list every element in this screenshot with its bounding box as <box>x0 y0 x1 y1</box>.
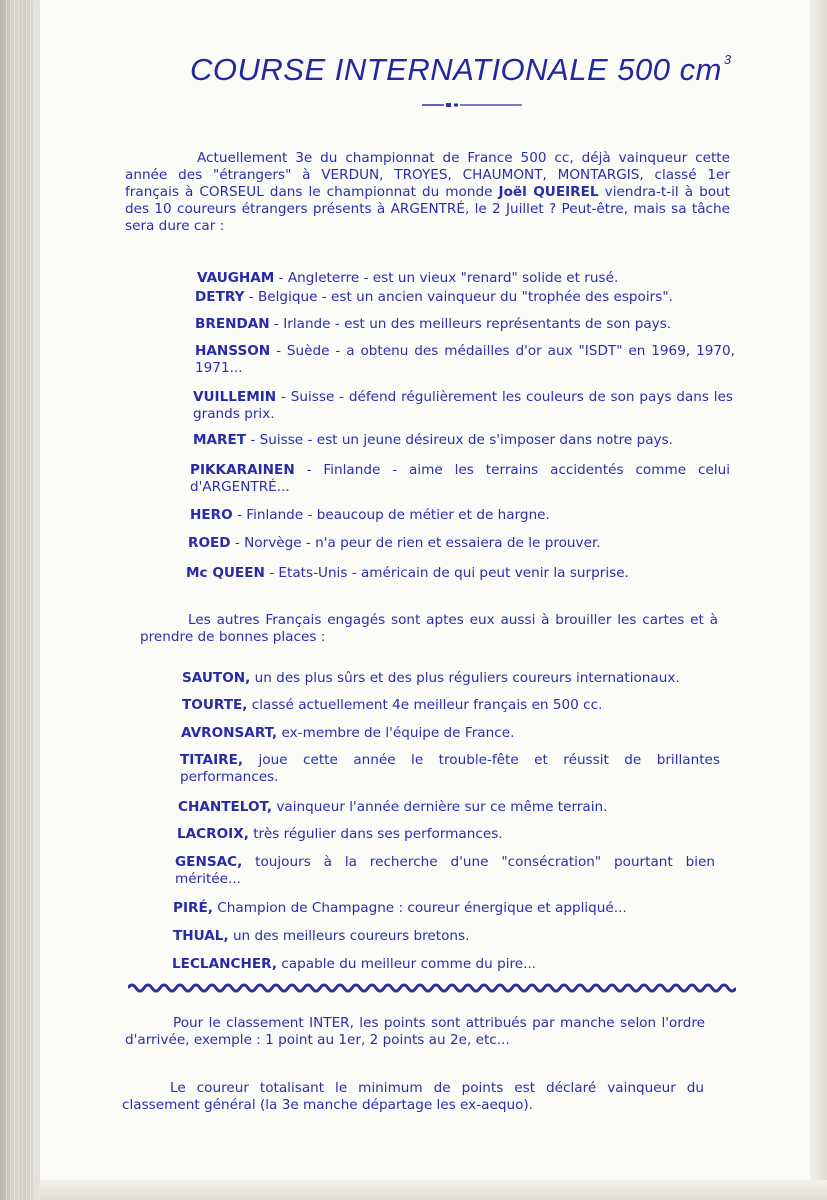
intro-text: Actuellement 3e du championnat de France 500 cc, déjà vainqueur cette année des "étrangers" à VERDUN, TROYES, CHAUMONT, MONTARGIS, classé 1er français à CORSEUL dans le championnat du monde <box>125 150 730 200</box>
title-main: COURSE INTERNATIONALE 500 cm <box>190 52 722 87</box>
rider-name: Mc QUEEN <box>186 565 265 581</box>
french-rider-6 <box>177 826 717 843</box>
scoring-paragraph: Pour le classement INTER, les points sont attribués par manche selon l'ordre d'arrivée, exemple : 1 point au 1er, 2 points au 2e, etc... <box>125 1015 705 1048</box>
french-rider-3 <box>181 725 721 742</box>
foreign-rider-5 <box>193 389 733 423</box>
french-rider-7 <box>175 854 715 888</box>
french-rider-5 <box>178 799 718 816</box>
winner-rule-paragraph: Le coureur totalisant le minimum de points est déclaré vainqueur du classement général (la 3e manche départage les ex-aequo). <box>122 1080 704 1113</box>
rider-description: classé actuellement 4e meilleur français en 500 cc. <box>247 697 603 713</box>
rider-name: DETRY <box>195 289 245 305</box>
rider-description: - Suisse - est un jeune désireux de s'imposer dans notre pays. <box>246 432 673 448</box>
rider-description: - Belgique - est un ancien vainqueur du "trophée des espoirs". <box>244 289 673 305</box>
french-rider-4 <box>180 752 720 786</box>
rider-name: MARET <box>193 432 247 448</box>
bottom-page-edge <box>40 1180 827 1200</box>
foreign-rider-10 <box>186 565 726 582</box>
rider-description: ex-membre de l'équipe de France. <box>277 725 515 741</box>
rider-description: joue cette année le trouble-fête et réussit de brillantes performances. <box>180 752 720 785</box>
page-title <box>190 52 770 88</box>
rider-name: TOURTE, <box>182 697 248 713</box>
french-rider-2 <box>182 697 722 714</box>
foreign-rider-1 <box>197 270 737 287</box>
book-page-stack <box>0 0 42 1200</box>
rider-name: GENSAC, <box>175 854 243 870</box>
foreign-rider-6 <box>193 432 733 449</box>
rider-description: - Angleterre - est un vieux "renard" solide et rusé. <box>274 270 619 286</box>
foreign-rider-7 <box>190 462 730 496</box>
rider-name: AVRONSART, <box>181 725 278 741</box>
foreign-rider-2 <box>195 289 735 306</box>
rider-description: vainqueur l'année dernière sur ce même terrain. <box>272 799 608 815</box>
rider-name: LECLANCHER, <box>172 956 278 972</box>
foreign-rider-3 <box>195 316 735 333</box>
rider-name: THUAL, <box>173 928 229 944</box>
rider-name: HANSSON <box>195 343 271 359</box>
foreign-rider-8 <box>190 507 730 524</box>
rider-name: VAUGHAM <box>197 270 275 286</box>
rider-description: - Suisse - défend régulièrement les couleurs de son pays dans les grands prix. <box>193 389 733 422</box>
title-superscript: 3 <box>723 52 732 67</box>
rider-name: PIKKARAINEN <box>190 462 295 478</box>
wave-divider-icon <box>128 982 736 994</box>
foreign-rider-4 <box>195 343 735 377</box>
french-rider-1 <box>182 670 722 687</box>
french-rider-8 <box>173 900 713 917</box>
rider-description: très régulier dans ses performances. <box>248 826 503 842</box>
rider-description: - Finlande - aime les terrains accidentés comme celui d'ARGENTRÉ... <box>190 462 730 495</box>
rider-name: TITAIRE, <box>180 752 244 768</box>
rider-name: LACROIX, <box>177 826 249 842</box>
intro-paragraph <box>125 150 730 235</box>
intro-rider-name: Joël QUEIREL <box>498 184 599 200</box>
rider-name: ROED <box>188 535 231 551</box>
french-intro-paragraph: Les autres Français engagés sont aptes eux aussi à brouiller les cartes et à prendre de bonnes places : <box>140 612 718 645</box>
rider-name: PIRÉ, <box>173 900 213 916</box>
rider-description: un des meilleurs coureurs bretons. <box>228 928 470 944</box>
rider-name: VUILLEMIN <box>193 389 277 405</box>
rider-description: un des plus sûrs et des plus réguliers coureurs internationaux. <box>250 670 680 686</box>
french-rider-9 <box>173 928 713 945</box>
rider-name: BRENDAN <box>195 316 270 332</box>
title-ornament-icon <box>422 100 522 110</box>
rider-description: - Irlande - est un des meilleurs représentants de son pays. <box>269 316 672 332</box>
page-content <box>40 0 810 1180</box>
rider-description: - Norvège - n'a peur de rien et essaiera de le prouver. <box>230 535 601 551</box>
rider-description: capable du meilleur comme du pire... <box>277 956 537 972</box>
rider-description: toujours à la recherche d'une "consécration" pourtant bien méritée... <box>175 854 715 887</box>
french-rider-10 <box>172 956 712 973</box>
rider-name: SAUTON, <box>182 670 251 686</box>
rider-description: - Etats-Unis - américain de qui peut venir la surprise. <box>264 565 629 581</box>
rider-name: CHANTELOT, <box>178 799 273 815</box>
intro-text-end: viendra-t-il à bout des 10 coureurs étrangers présents à ARGENTRÉ, le 2 Juillet ? Peut-être, mais sa tâche sera dure car : <box>125 184 730 234</box>
right-page-edge <box>810 0 827 1200</box>
foreign-rider-9 <box>188 535 728 552</box>
rider-description: Champion de Champagne : coureur énergique et appliqué... <box>212 900 627 916</box>
rider-description: - Suède - a obtenu des médailles d'or aux "ISDT" en 1969, 1970, 1971... <box>195 343 735 376</box>
rider-name: HERO <box>190 507 233 523</box>
rider-description: - Finlande - beaucoup de métier et de hargne. <box>232 507 550 523</box>
